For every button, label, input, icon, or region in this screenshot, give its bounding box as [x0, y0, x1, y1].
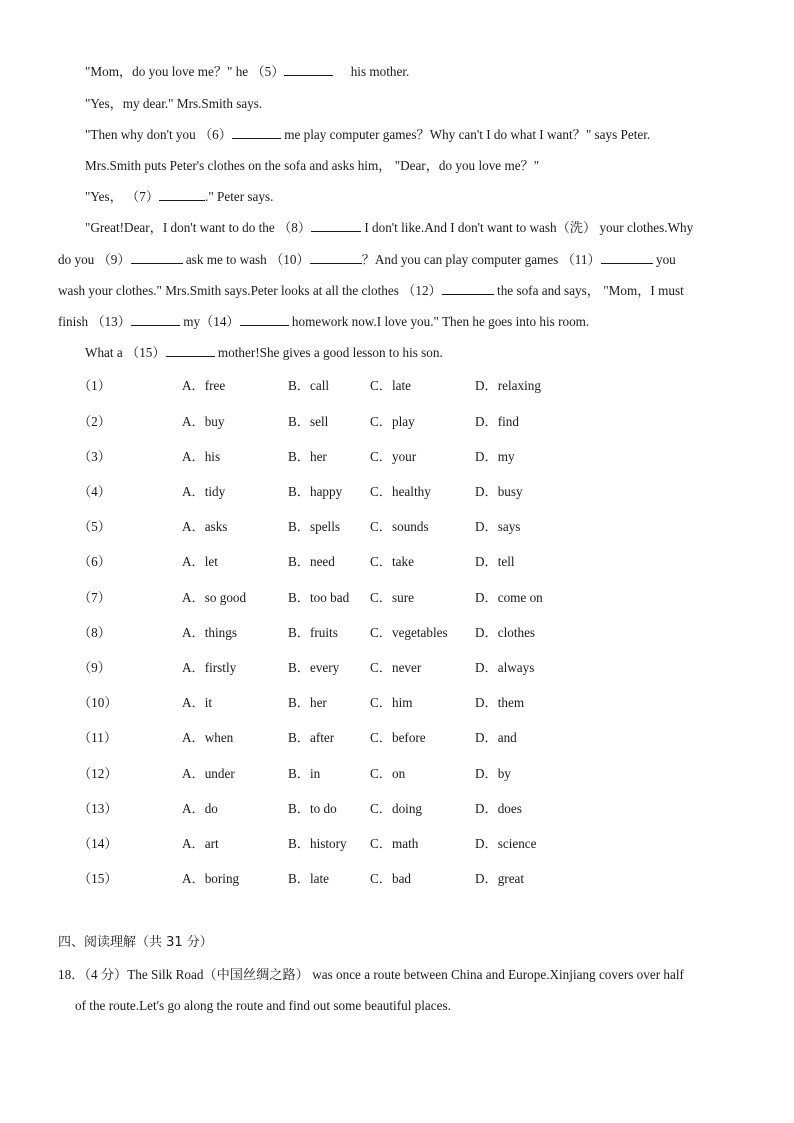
- option-b: B．spells: [288, 519, 341, 534]
- option-b: B．late: [288, 871, 330, 886]
- option-d: D．come on: [475, 590, 543, 605]
- option-b: B．need: [288, 554, 335, 569]
- option-a: A．so good: [182, 590, 247, 605]
- option-number: （10）: [78, 695, 118, 710]
- passage-text: ？And you can play computer games （11）: [361, 252, 601, 267]
- passage-text: Mrs.Smith puts Peter's clothes on the sofa and asks him， "Dear，do you love me？": [85, 158, 540, 173]
- question-18-line-2: of the route.Let's go along the route and find out some beautiful places.: [75, 998, 451, 1013]
- passage-line: [58, 251, 740, 269]
- option-row: [0, 694, 794, 712]
- option-row: [0, 413, 794, 431]
- option-b: B．sell: [288, 414, 329, 429]
- option-a: A．art: [182, 836, 219, 851]
- passage-text: ask me to wash （10）: [182, 252, 310, 267]
- passage-text: "Then why don't you （6）: [85, 127, 232, 142]
- passage-line: [58, 313, 740, 331]
- passage-text: "Great!Dear，I don't want to do the （8）: [85, 220, 312, 235]
- option-d: D．them: [475, 695, 525, 710]
- option-a: A．it: [182, 695, 213, 710]
- option-c: C．sounds: [370, 519, 429, 534]
- option-number: （6）: [78, 554, 111, 569]
- passage-text: finish （13）: [58, 314, 131, 329]
- option-row: [0, 765, 794, 783]
- section-heading: 四、阅读理解（共 31 分）: [58, 935, 213, 950]
- option-c: C．bad: [370, 871, 412, 886]
- passage-text: you: [652, 252, 676, 267]
- option-a: A．do: [182, 801, 218, 816]
- option-d: D．relaxing: [475, 378, 541, 393]
- passage-line: [85, 188, 740, 206]
- passage-line: [85, 219, 740, 237]
- option-a: A．firstly: [182, 660, 237, 675]
- passage-text: me play computer games？Why can't I do what I want？" says Peter.: [280, 127, 651, 142]
- option-b: B．call: [288, 378, 330, 393]
- option-number: （3）: [78, 449, 111, 464]
- answer-blank-15: [166, 344, 215, 357]
- option-number: （7）: [78, 590, 111, 605]
- passage-text: I don't like.And I don't want to wash（洗） your clothes.Why: [361, 220, 694, 235]
- option-row: [0, 589, 794, 607]
- passage-text: mother!She gives a good lesson to his son.: [214, 345, 443, 360]
- option-d: D．clothes: [475, 625, 536, 640]
- option-row: [0, 870, 794, 888]
- passage-text: his mother.: [347, 64, 410, 79]
- option-b: B．too bad: [288, 590, 350, 605]
- option-b: B．her: [288, 695, 327, 710]
- option-number: （5）: [78, 519, 111, 534]
- option-c: C．math: [370, 836, 419, 851]
- passage-line: [85, 95, 740, 113]
- option-c: C．late: [370, 378, 412, 393]
- option-c: C．your: [370, 449, 417, 464]
- answer-blank-5: [284, 63, 333, 76]
- option-row: [0, 377, 794, 395]
- option-b: B．history: [288, 836, 347, 851]
- option-d: D．and: [475, 730, 517, 745]
- passage-text: "Mom，do you love me？" he （5）: [85, 64, 285, 79]
- passage-text: "Yes，my dear." Mrs.Smith says.: [85, 96, 263, 111]
- option-a: A．let: [182, 554, 218, 569]
- option-d: D．always: [475, 660, 535, 675]
- question-18-line-1: 18．（4 分）The Silk Road（中国丝绸之路） was once a route between China and Europe.Xinjiang covers over half: [58, 967, 684, 982]
- option-a: A．his: [182, 449, 221, 464]
- option-row: [0, 483, 794, 501]
- option-row: [0, 518, 794, 536]
- option-number: （2）: [78, 414, 111, 429]
- option-row: [0, 729, 794, 747]
- option-c: C．never: [370, 660, 422, 675]
- option-c: C．him: [370, 695, 413, 710]
- passage-line: [58, 282, 740, 300]
- option-d: D．tell: [475, 554, 515, 569]
- option-c: C．take: [370, 554, 414, 569]
- option-b: B．to do: [288, 801, 337, 816]
- option-b: B．her: [288, 449, 327, 464]
- option-row: [0, 448, 794, 466]
- option-c: C．healthy: [370, 484, 431, 499]
- option-d: D．find: [475, 414, 519, 429]
- answer-blank-6: [232, 126, 281, 139]
- option-b: B．fruits: [288, 625, 338, 640]
- option-number: （14）: [78, 836, 118, 851]
- option-c: C．play: [370, 414, 415, 429]
- option-b: B．every: [288, 660, 340, 675]
- option-d: D．does: [475, 801, 522, 816]
- option-c: C．vegetables: [370, 625, 448, 640]
- option-d: D．by: [475, 766, 511, 781]
- passage-text: ." Peter says.: [205, 189, 274, 204]
- passage-text: What a （15）: [85, 345, 166, 360]
- option-a: A．tidy: [182, 484, 226, 499]
- option-row: [0, 553, 794, 571]
- passage-text: homework now.I love you." Then he goes into his room.: [288, 314, 590, 329]
- option-a: A．things: [182, 625, 237, 640]
- option-d: D．science: [475, 836, 537, 851]
- option-d: D．says: [475, 519, 521, 534]
- passage-text: my（14）: [179, 314, 240, 329]
- option-number: （8）: [78, 625, 111, 640]
- answer-blank-12: [442, 282, 494, 295]
- option-c: C．doing: [370, 801, 423, 816]
- option-number: （1）: [78, 378, 111, 393]
- passage-text: do you （9）: [58, 252, 131, 267]
- option-c: C．sure: [370, 590, 414, 605]
- option-number: （12）: [78, 766, 118, 781]
- option-number: （13）: [78, 801, 118, 816]
- option-row: [0, 624, 794, 642]
- option-row: [0, 835, 794, 853]
- option-a: A．boring: [182, 871, 240, 886]
- passage-line: [85, 63, 740, 81]
- option-d: D．busy: [475, 484, 523, 499]
- passage-line: [85, 126, 740, 144]
- passage-line: [85, 344, 740, 362]
- option-d: D．my: [475, 449, 515, 464]
- answer-blank-7: [159, 188, 205, 201]
- answer-blank-9: [131, 251, 183, 264]
- answer-blank-13: [131, 313, 180, 326]
- option-number: （15）: [78, 871, 118, 886]
- answer-blank-11: [601, 251, 653, 264]
- option-a: A．when: [182, 730, 234, 745]
- passage-line: [85, 157, 740, 175]
- option-a: A．buy: [182, 414, 225, 429]
- option-row: [0, 800, 794, 818]
- answer-blank-8: [311, 219, 361, 232]
- option-d: D．great: [475, 871, 525, 886]
- option-b: B．happy: [288, 484, 343, 499]
- passage-text: the sofa and says， "Mom，I must: [493, 283, 684, 298]
- option-row: [0, 659, 794, 677]
- option-a: A．under: [182, 766, 235, 781]
- passage-text: wash your clothes." Mrs.Smith says.Peter looks at all the clothes （12）: [58, 283, 442, 298]
- option-number: （9）: [78, 660, 111, 675]
- option-c: C．before: [370, 730, 426, 745]
- option-number: （4）: [78, 484, 111, 499]
- option-number: （11）: [78, 730, 118, 745]
- answer-blank-14: [240, 313, 289, 326]
- passage-text: "Yes， （7）: [85, 189, 160, 204]
- option-b: B．after: [288, 730, 335, 745]
- answer-blank-10: [310, 251, 362, 264]
- option-b: B．in: [288, 766, 321, 781]
- option-c: C．on: [370, 766, 406, 781]
- option-a: A．asks: [182, 519, 228, 534]
- option-a: A．free: [182, 378, 226, 393]
